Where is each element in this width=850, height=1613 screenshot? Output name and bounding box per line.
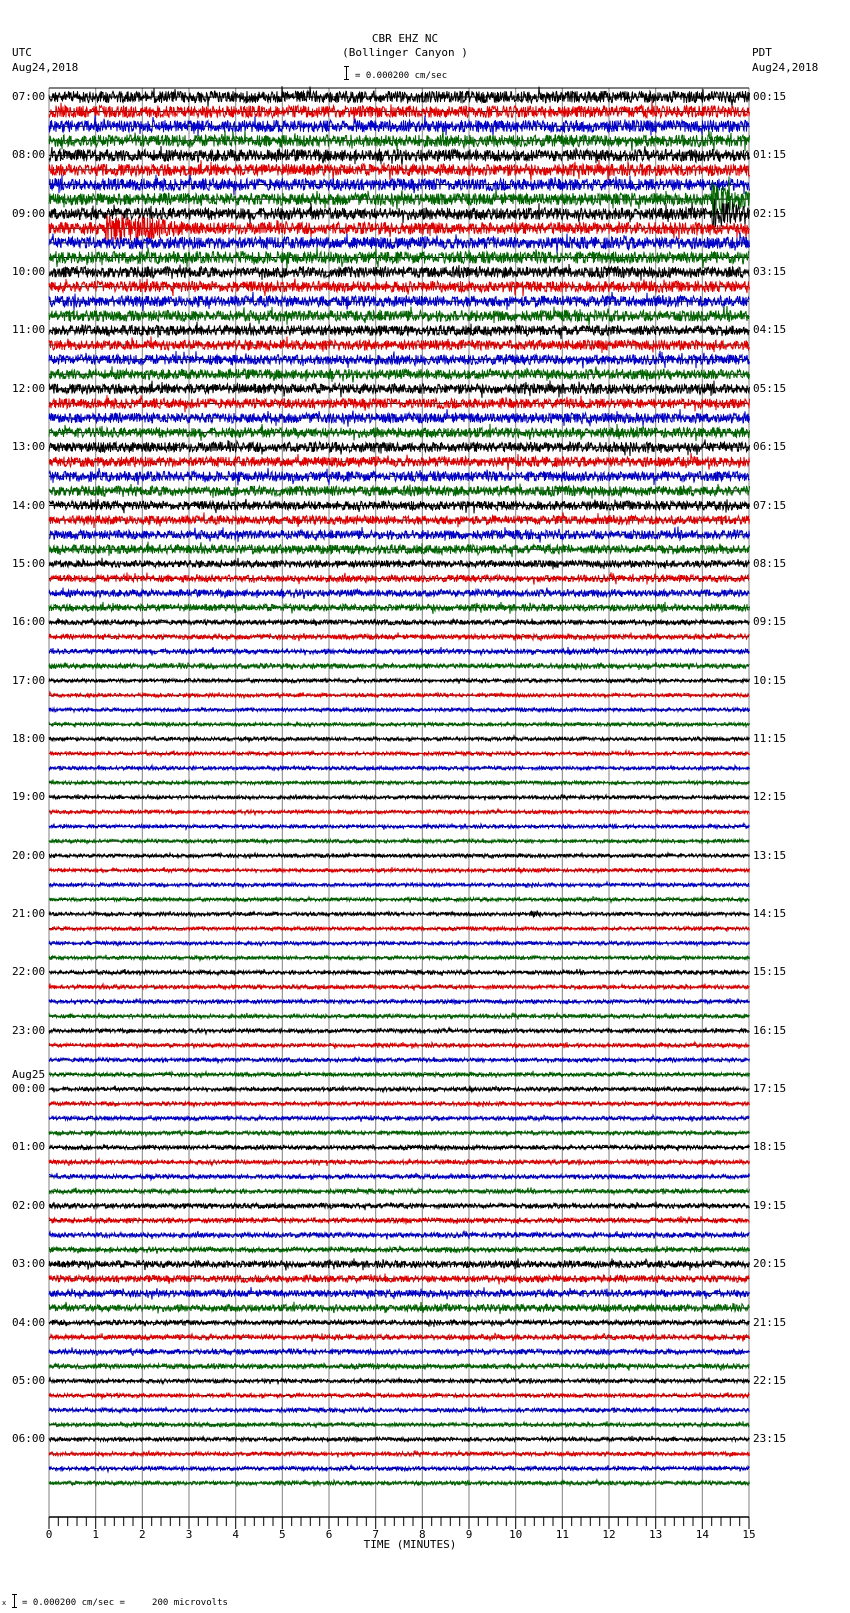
seismic-trace xyxy=(49,395,750,412)
pdt-hour-label: 00:15 xyxy=(753,90,787,103)
pdt-hour-label: 15:15 xyxy=(753,965,787,979)
utc-hour-label: 17:00 xyxy=(12,673,46,687)
pdt-hour-label: 18:15 xyxy=(753,1140,787,1154)
utc-hour-label: 11:00 xyxy=(12,323,46,337)
seismic-trace xyxy=(49,1302,750,1314)
seismic-trace xyxy=(49,602,750,614)
x-tick-label: 0 xyxy=(45,1528,53,1541)
seismic-trace xyxy=(49,969,750,976)
footer-mark: x xyxy=(2,1599,7,1607)
seismic-trace xyxy=(49,1465,750,1472)
x-tick-label: 1 xyxy=(92,1528,99,1541)
x-tick-label: 5 xyxy=(279,1528,286,1541)
seismic-trace xyxy=(49,1333,750,1342)
utc-hour-label: 23:00 xyxy=(12,1023,46,1037)
x-tick-label: 9 xyxy=(465,1528,473,1541)
pdt-hour-label: 22:15 xyxy=(753,1373,787,1387)
pdt-hour-label: 16:15 xyxy=(753,1023,787,1037)
seismic-trace xyxy=(49,336,750,353)
seismic-trace xyxy=(49,264,750,281)
utc-hour-label: 18:00 xyxy=(12,731,46,745)
scale-label: = 0.000200 cm/sec xyxy=(355,71,448,81)
seismic-trace xyxy=(49,618,750,627)
x-tick-label: 2 xyxy=(139,1528,146,1541)
station-title: CBR EHZ NC xyxy=(371,32,439,45)
seismic-trace xyxy=(49,678,750,684)
pdt-hour-label: 13:15 xyxy=(753,848,787,862)
seismic-trace xyxy=(49,292,750,311)
utc-hour-label: 03:00 xyxy=(12,1257,46,1271)
x-tick-label: 12 xyxy=(602,1528,616,1541)
pdt-hour-label: 01:15 xyxy=(753,148,787,162)
utc-hour-label: 07:00 xyxy=(12,90,46,103)
seismic-trace xyxy=(49,984,750,991)
utc-hour-label: 12:00 xyxy=(12,381,46,395)
seismic-trace xyxy=(49,1028,750,1035)
seismic-trace xyxy=(49,1144,750,1151)
seismic-trace xyxy=(49,366,750,382)
utc-hour-label: 19:00 xyxy=(12,790,46,804)
seismic-trace xyxy=(49,824,750,830)
x-tick-label: 15 xyxy=(742,1528,756,1541)
seismic-trace xyxy=(49,1274,750,1285)
seismic-trace xyxy=(49,662,750,670)
seismic-trace xyxy=(49,1071,750,1078)
seismic-trace xyxy=(49,86,750,107)
seismic-trace xyxy=(49,160,750,181)
pdt-hour-label: 06:15 xyxy=(753,440,787,454)
seismic-trace xyxy=(49,1042,750,1049)
left-timezone-label: UTC xyxy=(12,46,32,59)
seismic-trace xyxy=(49,736,750,742)
utc-hour-label: 22:00 xyxy=(12,965,46,979)
seismic-trace xyxy=(49,527,750,543)
pdt-hour-label: 23:15 xyxy=(753,1432,787,1446)
seismic-trace xyxy=(49,1202,750,1211)
seismic-trace xyxy=(49,1130,750,1137)
pdt-hour-label: 17:15 xyxy=(753,1082,787,1096)
x-tick-label: 11 xyxy=(555,1528,569,1541)
seismic-trace xyxy=(49,542,750,558)
utc-hour-label: 13:00 xyxy=(12,440,46,454)
x-tick-label: 6 xyxy=(325,1528,333,1541)
seismic-trace xyxy=(49,484,750,499)
seismic-trace xyxy=(49,1086,750,1093)
x-axis-title: TIME (MINUTES) xyxy=(363,1538,457,1551)
pdt-hour-label: 02:15 xyxy=(753,206,787,220)
right-timezone-label: PDT xyxy=(752,46,772,59)
seismic-trace xyxy=(49,896,750,902)
utc-hour-label: 02:00 xyxy=(12,1198,46,1212)
station-location: (Bollinger Canyon ) xyxy=(342,46,468,59)
utc-hour-label: 00:00 xyxy=(12,1082,46,1096)
x-tick-label: 13 xyxy=(649,1528,663,1541)
pdt-hour-label: 08:15 xyxy=(753,556,787,570)
pdt-hour-label: 04:15 xyxy=(753,323,787,337)
x-tick-label: 8 xyxy=(419,1528,426,1541)
seismic-trace xyxy=(49,1115,750,1122)
left-date-label: Aug24,2018 xyxy=(12,61,79,74)
pdt-hour-label: 09:15 xyxy=(753,615,787,629)
seismic-trace xyxy=(49,1378,750,1385)
seismic-trace xyxy=(49,1363,750,1371)
pdt-hour-label: 19:15 xyxy=(753,1198,787,1212)
seismic-trace xyxy=(49,692,750,698)
utc-hour-label: 16:00 xyxy=(12,615,46,629)
seismic-trace xyxy=(49,853,750,859)
seismic-trace xyxy=(49,424,750,441)
pdt-hour-label: 12:15 xyxy=(753,790,787,804)
seismic-trace xyxy=(49,279,750,297)
date-change-label: Aug25 xyxy=(12,1068,46,1082)
seismic-trace xyxy=(49,955,750,961)
x-tick-label: 4 xyxy=(232,1528,239,1541)
seismic-trace xyxy=(49,439,750,456)
pdt-hour-label: 05:15 xyxy=(753,381,787,395)
seismic-trace xyxy=(49,1173,750,1180)
pdt-hour-label: 11:15 xyxy=(753,731,787,745)
utc-hour-label: 21:00 xyxy=(12,907,46,921)
seismic-trace xyxy=(49,499,750,514)
x-tick-label: 7 xyxy=(372,1528,379,1541)
seismic-trace xyxy=(49,1392,750,1399)
seismic-trace xyxy=(49,765,750,771)
seismic-trace xyxy=(49,1287,750,1299)
pdt-hour-label: 03:15 xyxy=(753,265,787,279)
x-tick-label: 14 xyxy=(695,1528,709,1541)
x-tick-label: 3 xyxy=(185,1528,193,1541)
utc-hour-label: 10:00 xyxy=(12,265,46,279)
utc-hour-label: 09:00 xyxy=(12,206,46,220)
utc-hour-label: 06:00 xyxy=(12,1432,46,1446)
pdt-hour-label: 21:15 xyxy=(753,1315,787,1329)
pdt-hour-label: 10:15 xyxy=(753,673,787,687)
seismic-trace xyxy=(49,102,750,121)
pdt-hour-label: 20:15 xyxy=(753,1257,787,1271)
seismic-trace xyxy=(49,468,750,485)
pdt-hour-label: 07:15 xyxy=(753,498,787,512)
seismic-trace xyxy=(49,750,750,756)
seismic-trace xyxy=(49,1246,750,1254)
utc-hour-label: 08:00 xyxy=(12,148,46,162)
seismic-trace xyxy=(49,647,750,656)
x-tick-label: 10 xyxy=(509,1528,523,1541)
seismic-trace xyxy=(49,1436,750,1443)
seismic-trace xyxy=(49,867,750,873)
right-date-label: Aug24,2018 xyxy=(752,61,819,74)
seismic-trace xyxy=(49,1407,750,1414)
seismic-trace xyxy=(49,838,750,844)
utc-hour-label: 20:00 xyxy=(12,848,46,862)
footer-scale-label: = 0.000200 cm/sec = 200 microvolts xyxy=(22,1598,228,1608)
utc-hour-label: 15:00 xyxy=(12,556,46,570)
pdt-hour-label: 14:15 xyxy=(753,907,787,921)
footer-scale-bar-icon xyxy=(14,1594,15,1608)
seismic-trace xyxy=(49,632,750,641)
seismic-trace xyxy=(49,409,750,427)
utc-hour-label: 05:00 xyxy=(12,1373,46,1387)
seismic-trace xyxy=(49,882,750,888)
utc-hour-label: 01:00 xyxy=(12,1140,46,1154)
utc-hour-label: 14:00 xyxy=(12,498,46,512)
utc-hour-label: 04:00 xyxy=(12,1315,46,1329)
